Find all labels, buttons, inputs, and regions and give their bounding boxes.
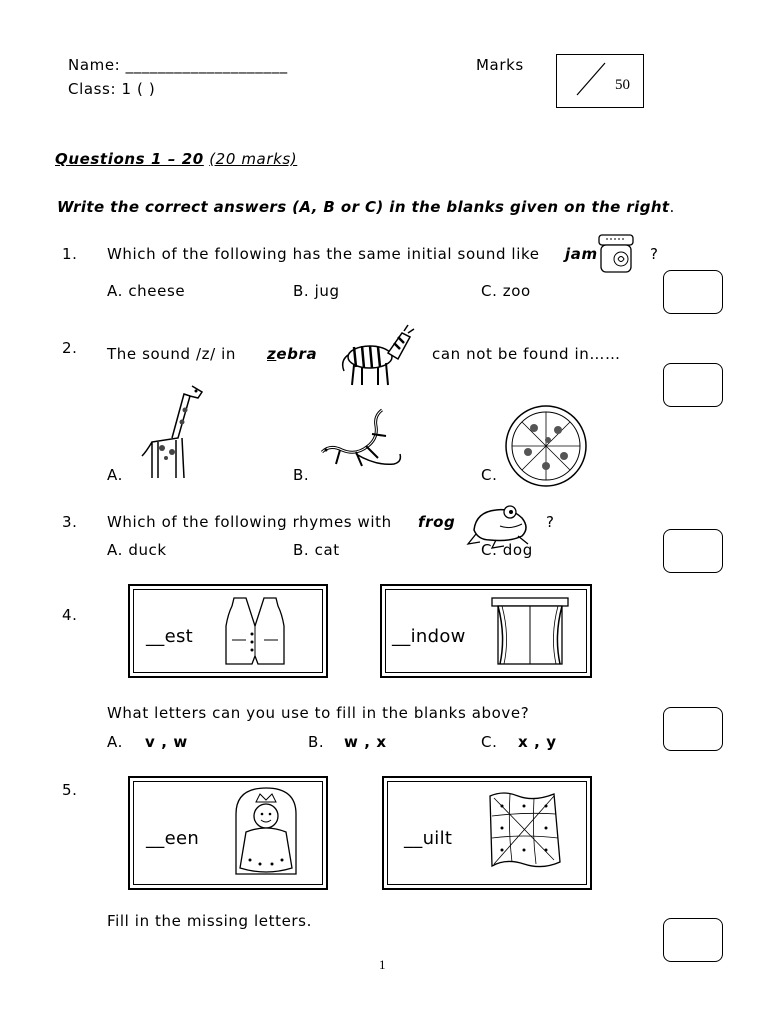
- marks-slash: [557, 55, 643, 107]
- q3-number: 3.: [62, 513, 78, 531]
- q4-number: 4.: [62, 606, 78, 624]
- q3-option-b: B. cat: [293, 541, 340, 559]
- q4-card1-text: __est: [146, 626, 194, 647]
- page-number: 1: [379, 957, 386, 972]
- section-title-text: Questions 1 – 20: [55, 150, 204, 168]
- section-marks: (20 marks): [209, 150, 298, 168]
- q3-option-a: A. duck: [107, 541, 167, 559]
- q4-option-a-value: v , w: [145, 733, 188, 751]
- zebra-picture: [338, 325, 418, 387]
- marks-box: [556, 54, 644, 108]
- q3-word: frog: [418, 513, 456, 531]
- q3-answer-box[interactable]: [663, 529, 723, 573]
- q2-word: [267, 345, 317, 363]
- marks-label: Marks: [476, 56, 524, 74]
- vest-picture: [222, 596, 288, 668]
- jam-jar-picture: [596, 232, 636, 274]
- q2-option-c: C.: [481, 466, 498, 484]
- q1-question-mark: ?: [650, 245, 659, 263]
- q2-word-first-letter: z: [267, 345, 277, 363]
- q3-question-mark: ?: [546, 513, 555, 531]
- window-picture: [490, 596, 570, 668]
- q4-card2-text: __indow: [392, 626, 466, 647]
- q4-option-b-value: w , x: [344, 733, 387, 751]
- name-field-label: Name: ____________________: [68, 56, 288, 74]
- giraffe-picture: [138, 382, 208, 482]
- section-instruction: [57, 198, 675, 216]
- q2-option-a: A.: [107, 466, 123, 484]
- q2-option-b: B.: [293, 466, 310, 484]
- quilt-picture: [484, 788, 564, 874]
- q4-option-a-letter: A.: [107, 733, 123, 751]
- q1-option-a: A. cheese: [107, 282, 186, 300]
- marks-total: 50: [615, 77, 630, 93]
- q1-word: jam: [565, 245, 598, 263]
- q1-number: 1.: [62, 245, 78, 263]
- q2-text: The sound /z/ in: [107, 345, 236, 363]
- q4-option-c-letter: C.: [481, 733, 498, 751]
- q5-card1-text: __een: [146, 828, 200, 849]
- instruction-text: Write the correct answers (A, B or C) in the blanks given on the right: [57, 198, 670, 216]
- q5-number: 5.: [62, 781, 78, 799]
- q4-card-window: [380, 584, 592, 678]
- q5-answer-box[interactable]: [663, 918, 723, 962]
- q1-answer-box[interactable]: [663, 270, 723, 314]
- q2-word-rest: ebra: [276, 345, 318, 363]
- q4-question: What letters can you use to fill in the blanks above?: [107, 704, 530, 722]
- q5-card2-text: __uilt: [404, 828, 453, 849]
- q5-card-quilt: [382, 776, 592, 890]
- q1-option-b: B. jug: [293, 282, 340, 300]
- q4-option-b-letter: B.: [308, 733, 325, 751]
- q2-text-end: can not be found in……: [432, 345, 621, 363]
- instruction-period: .: [669, 198, 675, 216]
- q4-answer-box[interactable]: [663, 707, 723, 751]
- q2-answer-box[interactable]: [663, 363, 723, 407]
- queen-picture: [226, 784, 306, 882]
- class-field-label: Class: 1 ( ): [68, 80, 156, 98]
- q5-card-queen: [128, 776, 328, 890]
- q1-option-c: C. zoo: [481, 282, 531, 300]
- q3-option-c: C. dog: [481, 541, 533, 559]
- section-title: [55, 150, 297, 168]
- q2-number: 2.: [62, 339, 78, 357]
- pizza-picture: [504, 404, 588, 488]
- q4-card-vest: [128, 584, 328, 678]
- lizard-picture: [316, 406, 406, 486]
- q1-text: Which of the following has the same initial sound like: [107, 245, 540, 263]
- q3-text: Which of the following rhymes with: [107, 513, 392, 531]
- q4-option-c-value: x , y: [518, 733, 557, 751]
- q5-instruction: Fill in the missing letters.: [107, 912, 312, 930]
